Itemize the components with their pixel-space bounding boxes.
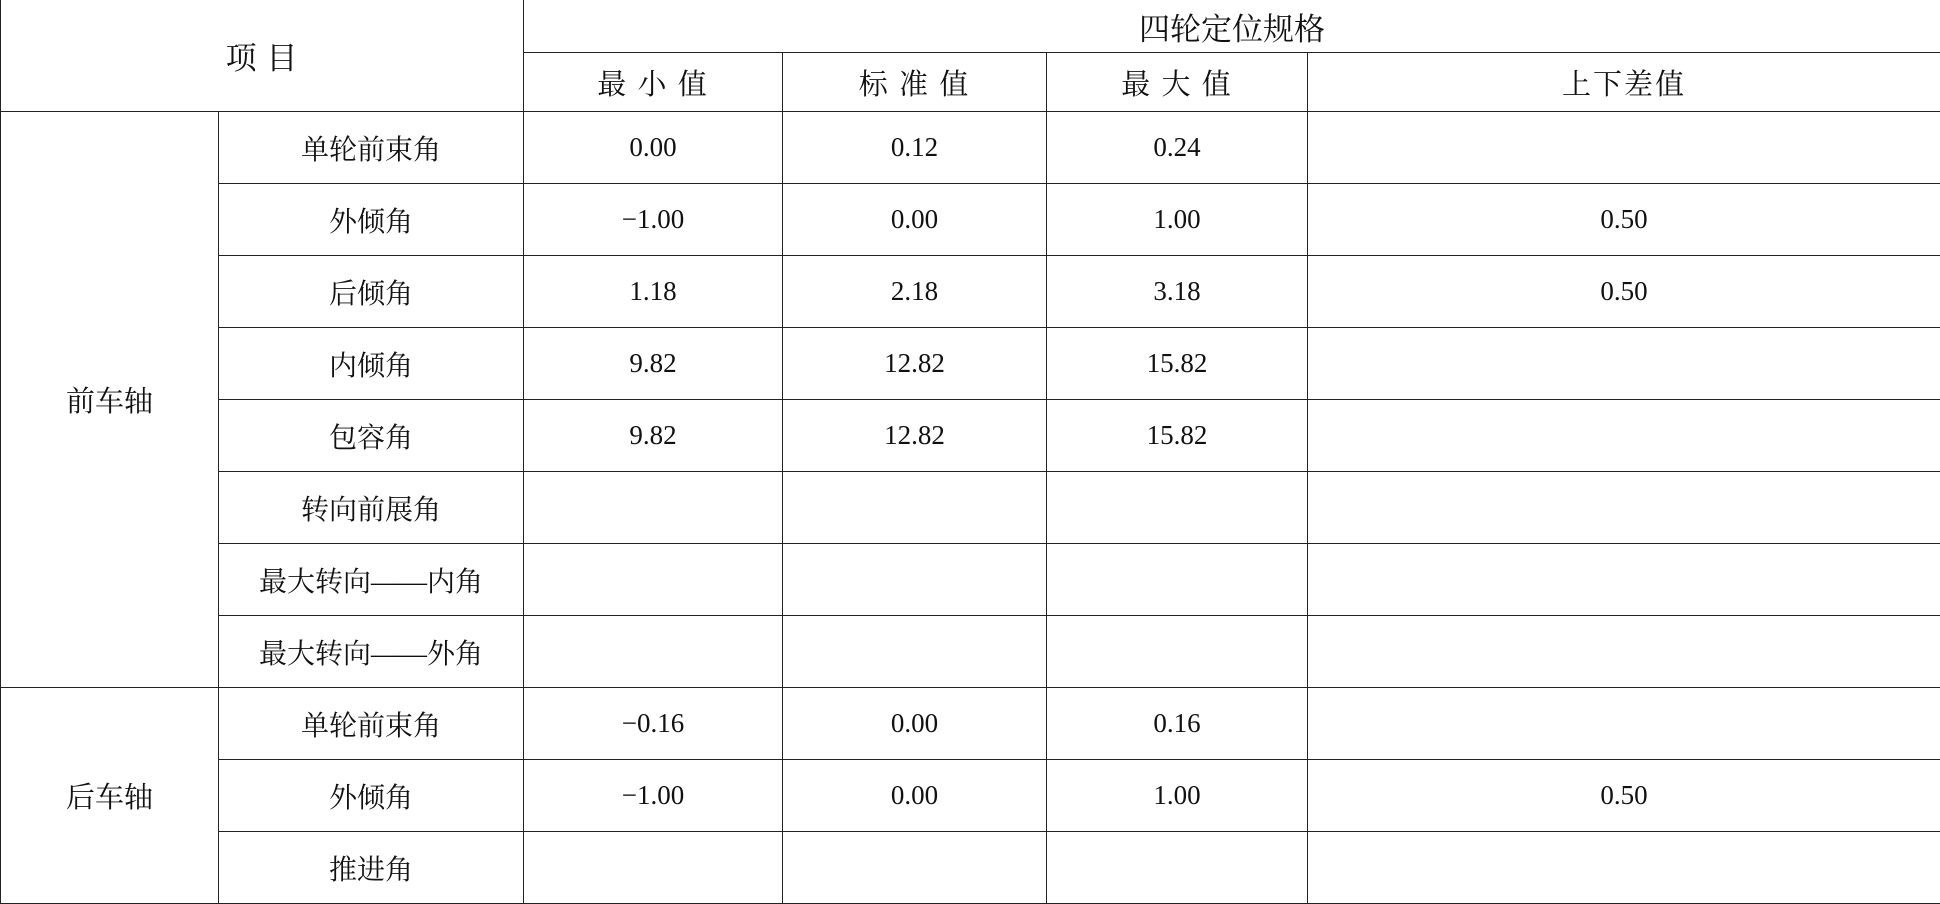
row-value-min [524, 616, 783, 688]
table-row [1, 544, 1940, 616]
row-value-diff [1308, 400, 1940, 472]
row-value-max: 15.82 [1047, 328, 1308, 400]
row-item-label: 外倾角 [219, 184, 524, 256]
row-value-max: 1.00 [1047, 184, 1308, 256]
row-value-max: 1.00 [1047, 760, 1308, 832]
row-value-std [783, 472, 1047, 544]
row-value-diff: 0.50 [1308, 256, 1940, 328]
row-value-std [783, 832, 1047, 904]
column-header-max: 最 大 值 [1047, 53, 1308, 112]
table-row [1, 112, 1940, 184]
column-header-diff: 上下差值 [1308, 53, 1940, 112]
row-value-max [1047, 832, 1308, 904]
table-row [1, 832, 1940, 904]
row-value-diff [1308, 832, 1940, 904]
column-header-standard: 标 准 值 [783, 53, 1047, 112]
row-value-std: 2.18 [783, 256, 1047, 328]
table-row [1, 328, 1940, 400]
row-value-min: −1.00 [524, 760, 783, 832]
row-value-min: −0.16 [524, 688, 783, 760]
table-row [1, 184, 1940, 256]
row-value-max: 0.16 [1047, 688, 1308, 760]
row-value-std: 0.00 [783, 760, 1047, 832]
row-value-std: 12.82 [783, 328, 1047, 400]
axle-label-rear: 后车轴 [1, 688, 219, 904]
column-header-min: 最 小 值 [524, 53, 783, 112]
row-value-min: −1.00 [524, 184, 783, 256]
row-value-max [1047, 544, 1308, 616]
row-value-max: 15.82 [1047, 400, 1308, 472]
table-row [1, 688, 1940, 760]
row-value-diff [1308, 472, 1940, 544]
table-header-row-top [1, 0, 1940, 53]
row-item-label: 最大转向——内角 [219, 544, 524, 616]
axle-label-front: 前车轴 [1, 112, 219, 688]
row-value-min [524, 472, 783, 544]
row-item-label: 后倾角 [219, 256, 524, 328]
table-row [1, 400, 1940, 472]
table-row [1, 256, 1940, 328]
table-row [1, 616, 1940, 688]
row-value-max [1047, 472, 1308, 544]
row-item-label: 推进角 [219, 832, 524, 904]
row-value-std: 0.00 [783, 184, 1047, 256]
row-item-label: 包容角 [219, 400, 524, 472]
row-item-label: 外倾角 [219, 760, 524, 832]
row-value-min: 0.00 [524, 112, 783, 184]
row-value-min [524, 832, 783, 904]
row-value-std: 12.82 [783, 400, 1047, 472]
row-item-label: 单轮前束角 [219, 112, 524, 184]
row-value-min: 9.82 [524, 328, 783, 400]
row-value-max: 0.24 [1047, 112, 1308, 184]
row-value-diff: 0.50 [1308, 760, 1940, 832]
header-spec-group-label: 四轮定位规格 [524, 0, 1940, 53]
row-value-max [1047, 616, 1308, 688]
row-value-diff: 0.50 [1308, 184, 1940, 256]
row-value-std: 0.12 [783, 112, 1047, 184]
row-value-std: 0.00 [783, 688, 1047, 760]
header-item-label: 项 目 [1, 0, 524, 112]
row-value-diff [1308, 544, 1940, 616]
table-row [1, 472, 1940, 544]
row-value-diff [1308, 616, 1940, 688]
row-item-label: 最大转向——外角 [219, 616, 524, 688]
row-value-diff [1308, 688, 1940, 760]
row-value-min [524, 544, 783, 616]
row-value-std [783, 544, 1047, 616]
row-value-std [783, 616, 1047, 688]
row-item-label: 转向前展角 [219, 472, 524, 544]
row-value-diff [1308, 112, 1940, 184]
row-value-max: 3.18 [1047, 256, 1308, 328]
row-item-label: 内倾角 [219, 328, 524, 400]
row-value-diff [1308, 328, 1940, 400]
row-value-min: 1.18 [524, 256, 783, 328]
row-item-label: 单轮前束角 [219, 688, 524, 760]
table-row [1, 760, 1940, 832]
row-value-min: 9.82 [524, 400, 783, 472]
